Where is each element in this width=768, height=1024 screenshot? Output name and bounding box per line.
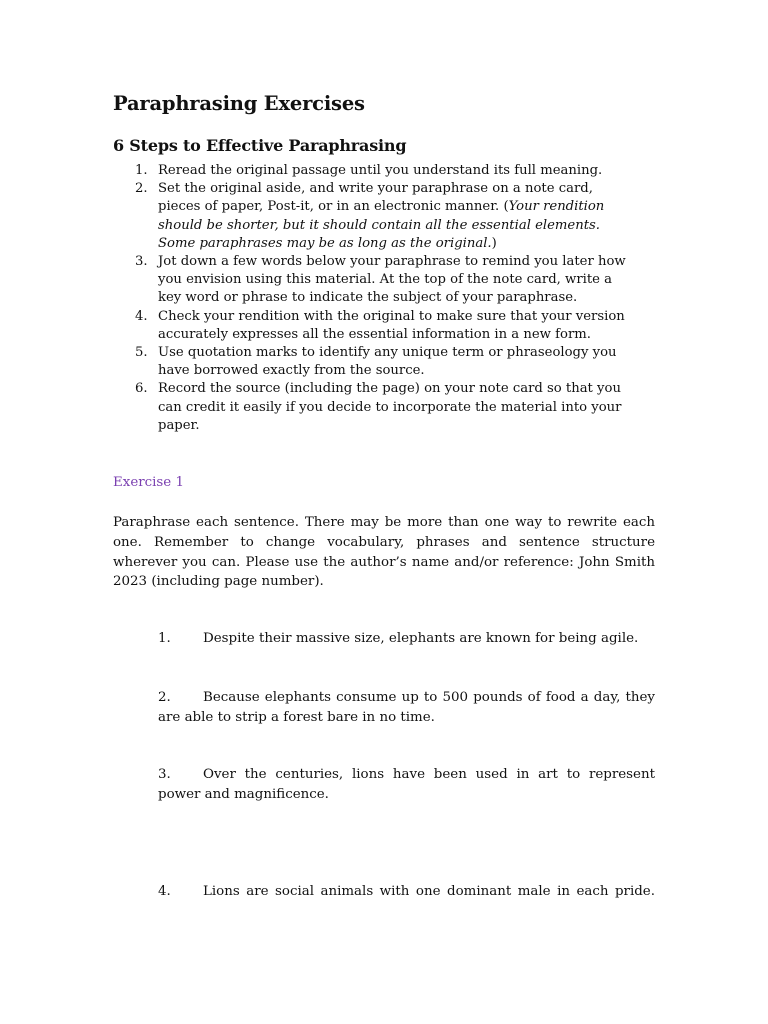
- step-text: Record the source (including the page) on your note card so that you can credit it easily if you decide to incorporate the material into your paper.: [158, 381, 622, 433]
- step-text: Jot down a few words below your paraphrase to remind you later how you envision using this material. At the top of the note card, write a key word or phrase to indicate the subject of your paraphrase.: [158, 254, 626, 306]
- step-item: [113, 253, 633, 308]
- step-number: 3.: [135, 254, 148, 270]
- step-text: Reread the original passage until you understand its full meaning.: [158, 163, 603, 178]
- step-number: 5.: [135, 345, 148, 361]
- sentence-text: Lions are social animals with one dominant male in each pride.: [203, 884, 655, 899]
- step-text-closing: ): [491, 235, 497, 251]
- sentence-number: 2.: [158, 690, 171, 705]
- steps-list: [113, 162, 633, 435]
- section-subtitle: 6 Steps to Effective Paraphrasing: [113, 136, 407, 155]
- step-item: [113, 308, 633, 344]
- exercise-sentence: [158, 688, 655, 728]
- step-item: [113, 380, 633, 435]
- sentence-number: 3.: [158, 767, 171, 782]
- step-item: [113, 180, 633, 253]
- step-text: Use quotation marks to identify any unique term or phraseology you have borrowed exactly from the source.: [158, 345, 617, 379]
- sentence-text: Over the centuries, lions have been used in art to represent power and magnificence.: [158, 767, 655, 802]
- exercise-sentence: [158, 882, 655, 902]
- step-number: 4.: [135, 308, 148, 324]
- step-text: Set the original aside, and write your paraphrase on a note card, pieces of paper, Post-it, or in an electronic manner. (: [158, 181, 593, 215]
- step-text: Check your rendition with the original to make sure that your version accurately expresses all the essential information in a new form.: [158, 308, 625, 342]
- exercise-sentence: [158, 629, 655, 649]
- step-number: 6.: [135, 381, 148, 397]
- sentence-number: 4.: [158, 884, 171, 899]
- exercise-instructions: Paraphrase each sentence. There may be more than one way to rewrite each one. Remember to change vocabulary, phrases and sentence structure wherever you can. Please use the author’s name and/or reference: John Smith 2023 (including page number).: [113, 515, 655, 590]
- step-number: 1.: [135, 163, 148, 178]
- step-italic-note: Your rendition should be shorter, but it should contain all the essential elements. Some paraphrases may be as long as the original.: [158, 199, 605, 251]
- step-item: [113, 162, 633, 180]
- step-item: [113, 344, 633, 380]
- document-title: Paraphrasing Exercises: [113, 92, 365, 115]
- step-number: 2.: [135, 181, 148, 197]
- exercise-heading: Exercise 1: [113, 475, 185, 490]
- sentence-text: Because elephants consume up to 500 pounds of food a day, they are able to strip a forest bare in no time.: [158, 690, 655, 725]
- sentence-text: Despite their massive size, elephants are known for being agile.: [203, 631, 639, 646]
- exercise-sentence: [158, 765, 655, 805]
- sentence-number: 1.: [158, 631, 171, 646]
